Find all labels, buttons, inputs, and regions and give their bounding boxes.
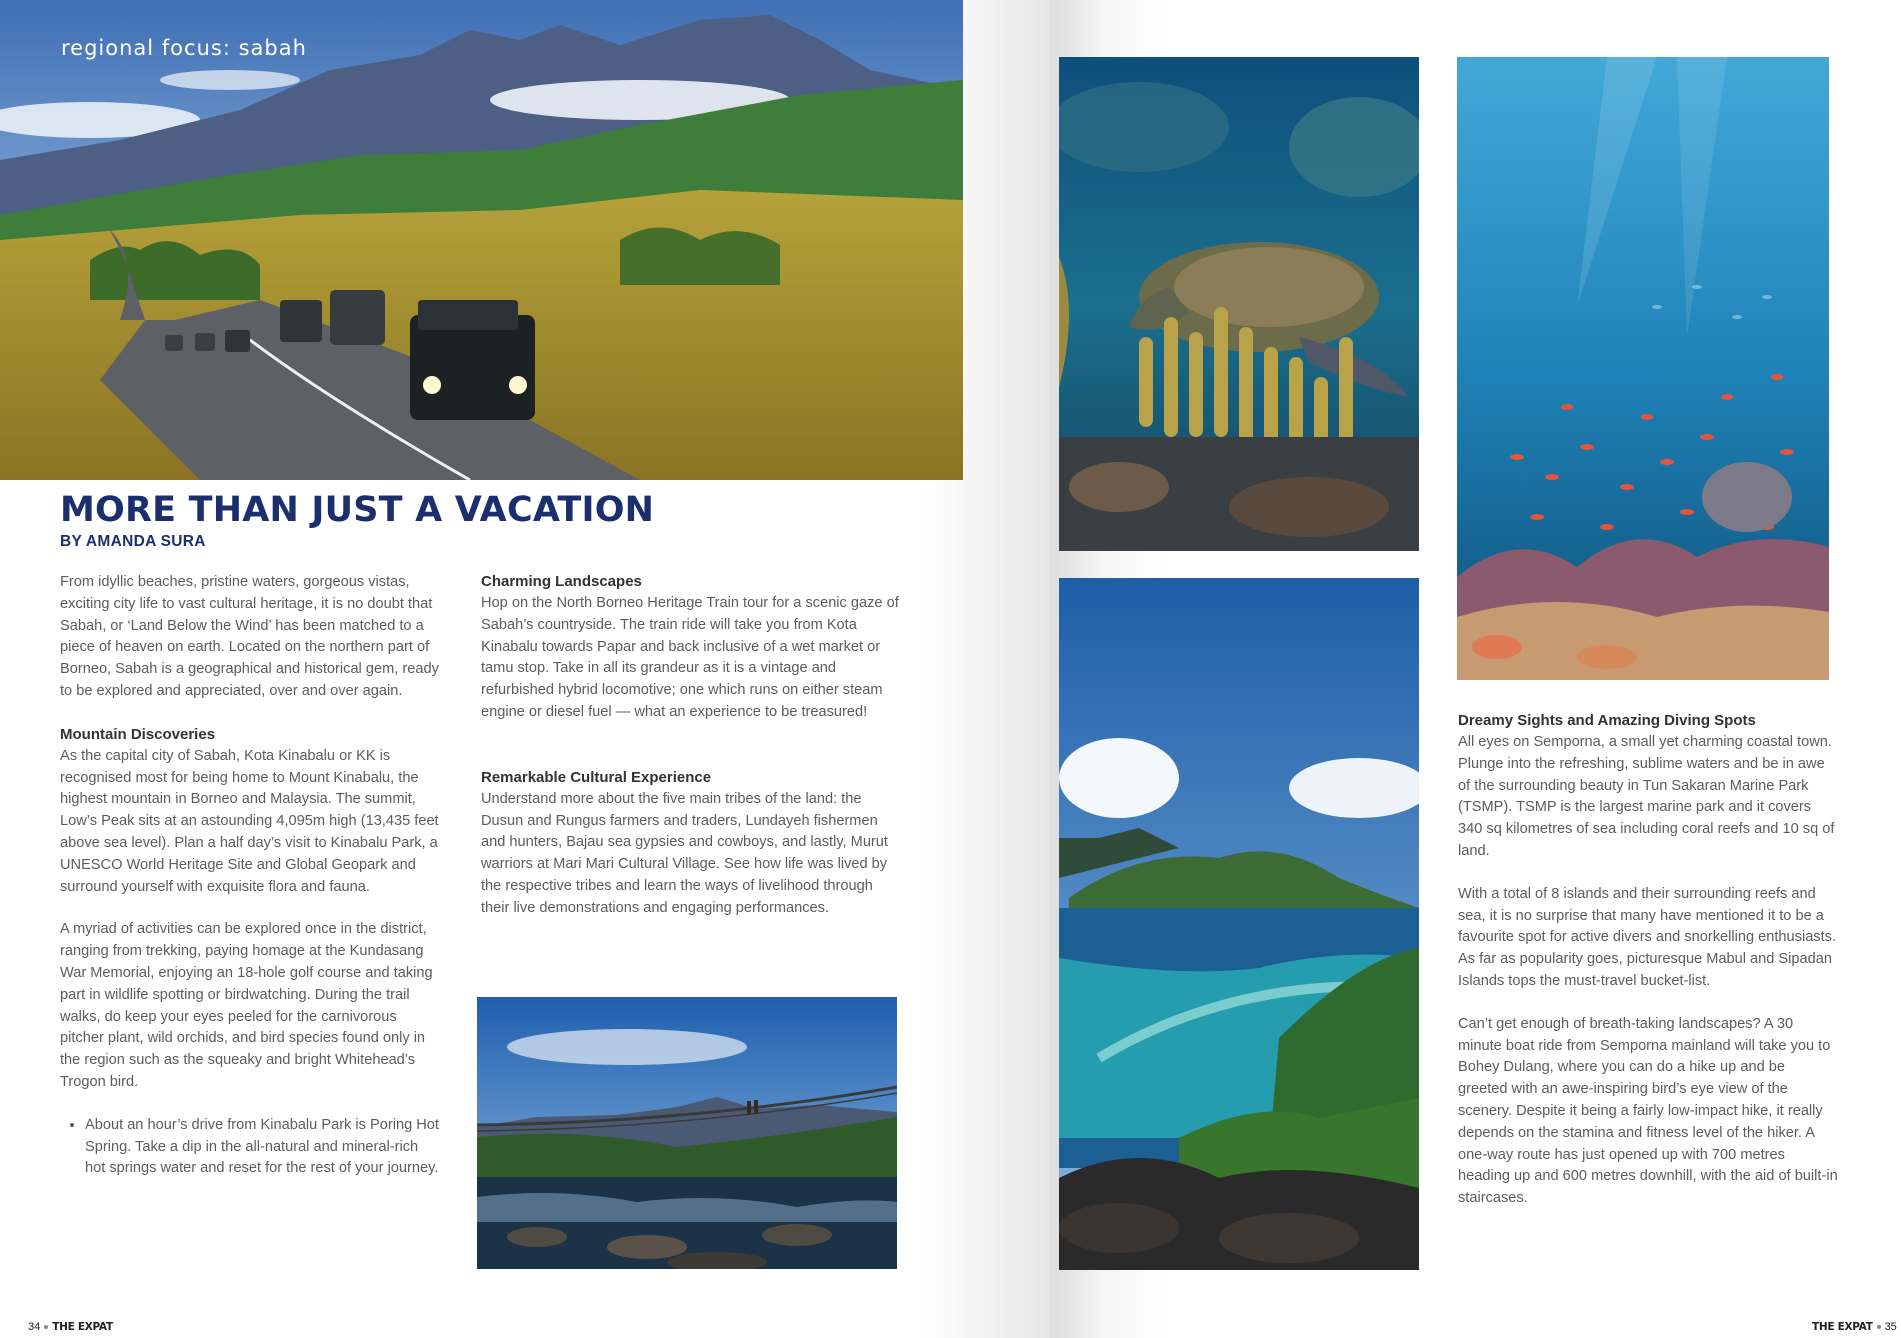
- footer-dot: [1877, 1325, 1881, 1329]
- page-number-left: 34: [28, 1321, 41, 1333]
- landscapes-paragraph: Hop on the North Borneo Heritage Train tour for a scenic gaze of Sabah’s countryside. The train ride will take you from Kota Kinabalu towards Papar and back inclusive of a wet market or tamu stop. Take in all its grandeur as it is a vintage and refurbished hybrid locomotive; one which runs on either steam engine or diesel fuel — what an experience to be treasured!: [481, 595, 899, 720]
- heading-diving-spots: Dreamy Sights and Amazing Diving Spots: [1458, 712, 1756, 729]
- page-number-right: 35: [1884, 1321, 1897, 1333]
- mountain-paragraph-2: A myriad of activities can be explored once in the district, ranging from trekking, paying homage at the Kundasang War Memorial, enjoying an 18-hole golf course and taking part in wildlife spotting or birdwatching. During the trail walks, do keep your eyes peeled for the carnivorous pitcher plant, wild orchids, and bird species found only in the region such as the squeaky and bright Whitehead’s Trogon bird.: [60, 921, 433, 1090]
- culture-paragraph: Understand more about the five main tribes of the land: the Dusun and Rungus farmers and traders, Lundayeh fishermen and hunters, Bajau sea gypsies and cowboys, and lastly, Murut warriors at Mari Mari Cultural Village. See how life was lived by the respective tribes and learn the ways of livelihood through their live demonstrations and engaging performances.: [481, 790, 888, 916]
- mountain-bullet-list: [60, 1115, 440, 1180]
- heading-cultural-experience: Remarkable Cultural Experience: [481, 768, 712, 786]
- photo-sea-turtle-reef: [1059, 57, 1419, 551]
- diving-paragraph-1: All eyes on Semporna, a small yet charming coastal town. Plunge into the refreshing, sublime waters and be in awe of the surrounding beauty in Tun Sakaran Marine Park (TSMP). TSMP is the largest marine park and it covers 340 sq kilometres of sea including coral reefs and 10 sq of land.: [1458, 734, 1835, 859]
- magazine-name-left: THE EXPAT: [52, 1321, 113, 1333]
- hero-photo-mountain-road: [0, 0, 963, 480]
- text-column-2: [481, 571, 899, 920]
- article-byline: BY AMANDA SURA: [60, 533, 206, 550]
- footer-right: [1812, 1321, 1897, 1333]
- text-column-1: [60, 572, 440, 1180]
- mountain-paragraph-1: As the capital city of Sabah, Kota Kinabalu or KK is recognised most for being home to Mount Kinabalu, the highest mountain in Borneo and Malaysia. The summit, Low’s Peak sits at an astounding 4,095m high (13,435 feet above sea level). Plan a half day’s visit to Kinabalu Park, a UNESCO World Heritage Site and Global Geopark and surround yourself with exquisite flora and fauna.: [60, 747, 439, 895]
- photo-island-viewpoint: [1059, 578, 1419, 1270]
- photo-coral-reef-fish: [1457, 57, 1829, 680]
- diving-paragraph-3: Can’t get enough of breath-taking landscapes? A 30 minute boat ride from Semporna mainland will take you to Bohey Dulang, where you can do a hike up and be greeted with an awe-inspiring bird’s eye view of the scenery. Despite it being a fairly low-impact hike, it really depends on the stamina and fitness level of the hiker. A one-way route has just opened up with 700 metres heading up and 600 metres downhill, with the aid of built-in staircases.: [1458, 1015, 1838, 1207]
- magazine-name-right: THE EXPAT: [1812, 1321, 1873, 1333]
- footer-left: [28, 1321, 113, 1333]
- heading-mountain-discoveries: Mountain Discoveries: [60, 725, 216, 743]
- bullet-poring-hot-spring: • About an hour’s drive from Kinabalu Park is Poring Hot Spring. Take a dip in the all-natural and mineral-rich hot springs water and reset for the rest of your journey.: [85, 1115, 440, 1180]
- section-tag: regional focus: sabah: [61, 36, 307, 60]
- heading-charming-landscapes: Charming Landscapes: [481, 573, 642, 590]
- footer-dot: [44, 1325, 48, 1329]
- article-title: MORE THAN JUST A VACATION: [60, 490, 655, 530]
- intro-paragraph: From idyllic beaches, pristine waters, gorgeous vistas, exciting city life to vast cultural heritage, it is no doubt that Sabah, or ‘Land Below the Wind’ has been matched to a piece of heaven on earth. Located on the northern part of Borneo, Sabah is a geographical and historical gem, ready to be explored and appreciated, over and over again.: [60, 574, 439, 699]
- photo-river-bridge: [477, 997, 897, 1269]
- text-column-3: [1458, 710, 1838, 1210]
- diving-paragraph-2: With a total of 8 islands and their surrounding reefs and sea, it is no surprise that many have mentioned it to be a favourite spot for active divers and snorkelling enthusiasts. As far as popularity goes, picturesque Mabul and Sipadan Islands tops the must-travel bucket-list.: [1458, 885, 1837, 989]
